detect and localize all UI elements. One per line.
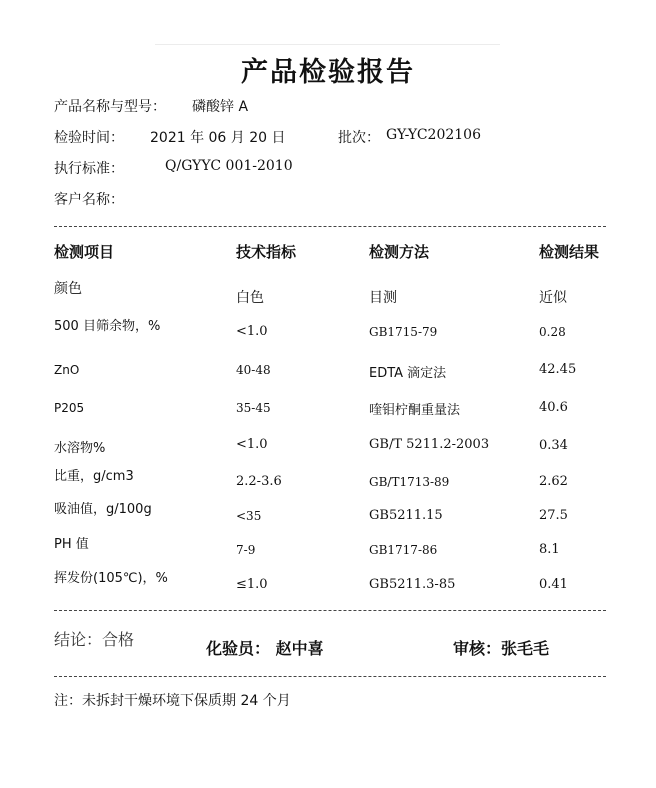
row-result: 近似 [539,290,567,306]
row-item: ZnO [54,363,80,377]
inspector-signature: 化验员： 赵中喜 [206,639,324,658]
header-method: 检测方法 [369,243,430,261]
top-faint-rule [155,44,500,45]
divider-top [54,226,606,227]
shelf-life-note: 注：未拆封干燥环境下保质期 24 个月 [54,693,291,709]
row-method: GB5211.15 [369,508,443,523]
batch-value: GY-YC202106 [386,127,481,143]
divider-bottom [54,676,606,677]
row-item: 500 目筛余物，% [54,319,161,334]
date-label: 检验时间： [54,130,124,146]
row-spec: 35-45 [236,401,271,415]
row-result: 0.41 [539,577,568,592]
row-item: 挥发份(105℃)，% [54,571,168,586]
row-method: 喹钼柠酮重量法 [369,403,461,418]
row-method: GB1717-86 [369,543,438,557]
row-item: P205 [54,401,85,415]
row-method: GB1715-79 [369,325,438,339]
row-spec: ≤1.0 [236,577,268,592]
row-item: 比重，g/cm3 [54,469,134,484]
batch-label: 批次： [338,130,380,146]
row-item: 颜色 [54,281,82,297]
row-result: 40.6 [539,400,568,415]
row-spec: 2.2-3.6 [236,474,282,489]
row-item: 吸油值，g/100g [54,502,152,517]
row-item: 水溶物% [54,441,106,456]
divider-middle [54,610,606,611]
row-result: 42.45 [539,362,577,377]
header-result: 检测结果 [539,243,600,261]
date-value: 2021 年 06 月 20 日 [150,130,286,146]
product-label: 产品名称与型号： [54,99,166,115]
row-result: 0.34 [539,438,568,453]
row-result: 27.5 [539,508,568,523]
row-method: GB5211.3-85 [369,577,456,592]
row-result: 0.28 [539,325,566,339]
row-spec: 白色 [236,290,264,306]
row-spec: 7-9 [236,543,256,557]
product-value: 磷酸锌 A [192,99,249,115]
row-item: PH 值 [54,537,89,552]
row-spec: <35 [236,509,262,523]
standard-value: Q/GYYC 001-2010 [165,158,293,174]
row-method: EDTA 滴定法 [369,366,447,381]
standard-label: 执行标准： [54,161,124,177]
row-spec: 40-48 [236,363,271,377]
header-spec: 技术指标 [236,243,297,261]
row-method: GB/T 5211.2-2003 [369,437,490,452]
row-result: 2.62 [539,474,568,489]
conclusion: 结论：合格 [54,630,135,649]
customer-label: 客户名称： [54,192,124,208]
row-method: GB/T1713-89 [369,475,450,489]
row-result: 8.1 [539,542,560,557]
reviewer-signature: 审核：张毛毛 [453,639,550,658]
row-spec: <1.0 [236,437,268,452]
report-title: 产品检验报告 [241,57,415,88]
row-method: 目测 [369,290,397,306]
header-item: 检测项目 [54,243,115,261]
row-spec: <1.0 [236,324,268,339]
